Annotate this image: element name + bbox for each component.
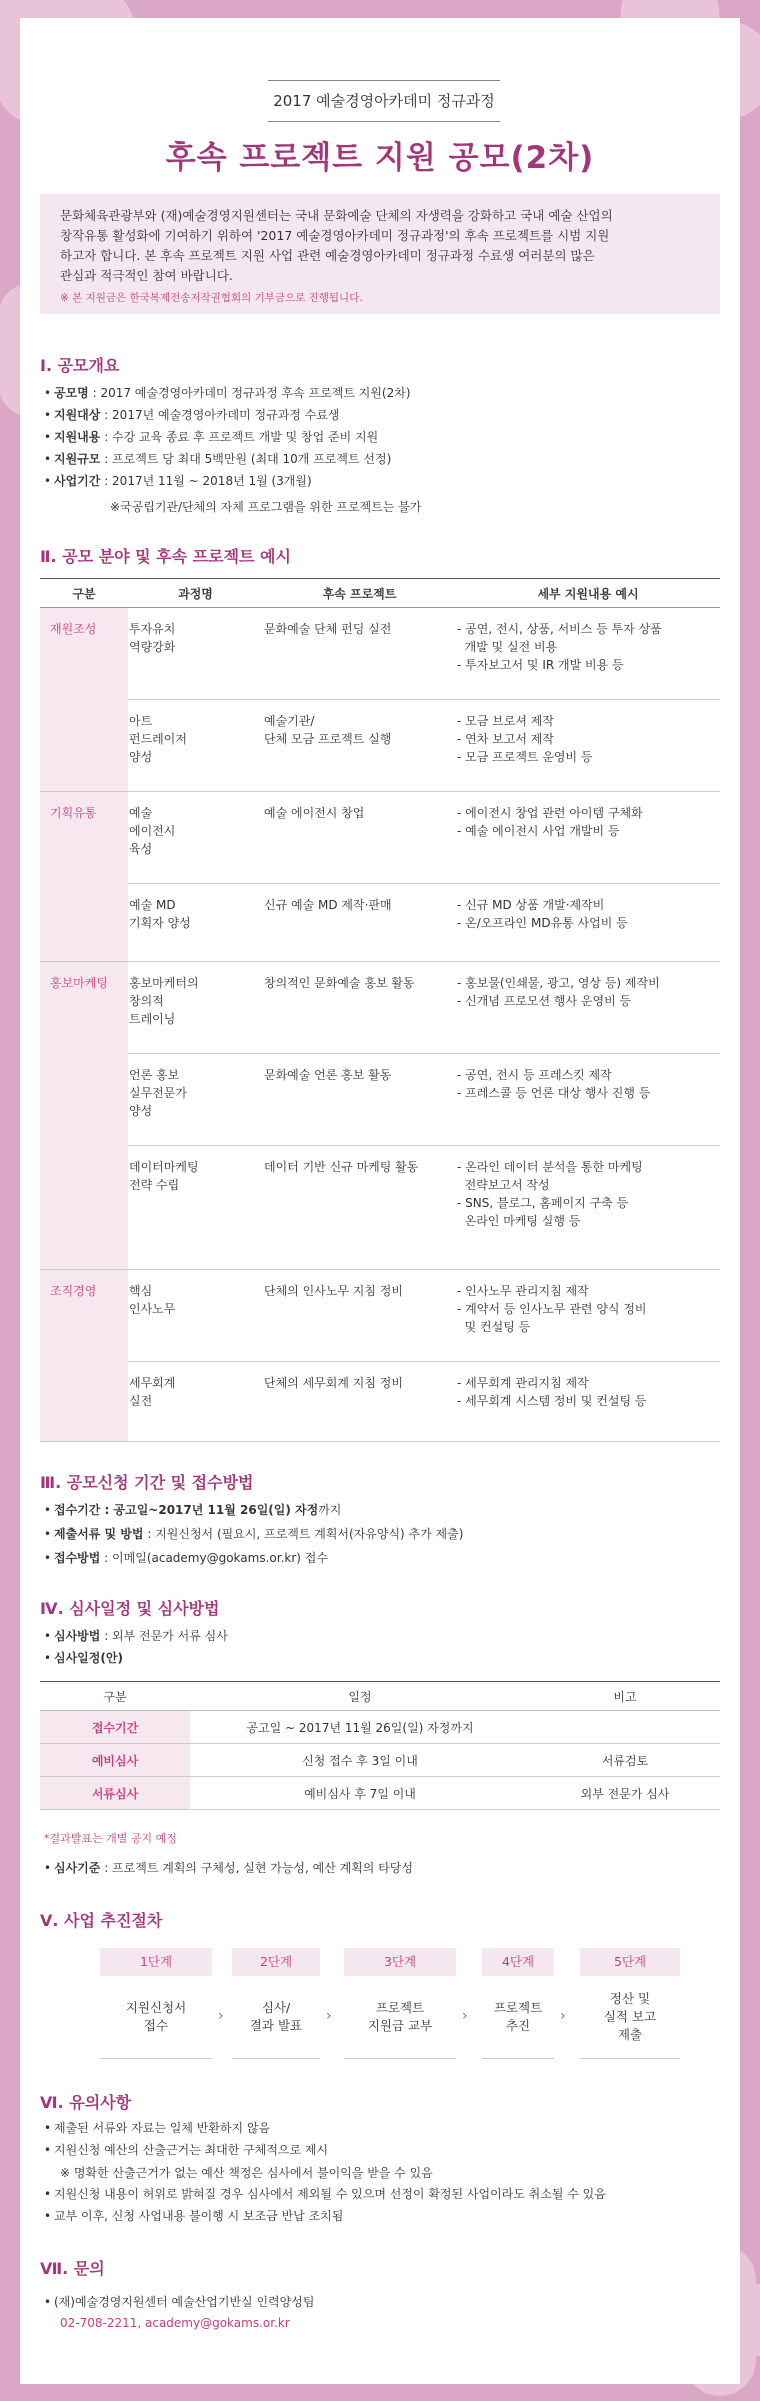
section-title-process: Ⅴ. 사업 추진절차: [40, 1911, 163, 1930]
table-cell: 신청 접수 후 3일 이내: [190, 1744, 530, 1777]
table-header-cell: 구분: [40, 1682, 190, 1711]
step-5-desc: 정산 및 실적 보고 제출: [580, 1976, 680, 2059]
table-cell: 단체의 인사노무 지침 정비: [263, 1270, 456, 1362]
table-cell: 기획유통: [40, 792, 128, 884]
overview-item: • 지원대상 : 2017년 예술경영아카데미 정규과정 수료생: [44, 408, 340, 422]
table-cell: 접수기간: [40, 1711, 190, 1744]
step-4-desc: 프로젝트 추진: [482, 1976, 554, 2059]
table-cell: [40, 884, 128, 962]
table-header-cell: 구분: [40, 579, 128, 608]
table-cell: 문화예술 언론 홍보 활동: [263, 1054, 456, 1146]
table-cell: - 공연, 전시 등 프레스킷 제작 - 프레스콜 등 언론 대상 행사 진행 등: [456, 1054, 720, 1146]
table-header-cell: 비고: [530, 1682, 720, 1711]
table-cell: 예술기관/ 단체 모금 프로젝트 실행: [263, 700, 456, 792]
table-cell: 예비심사: [40, 1744, 190, 1777]
table-cell: 공고일 ~ 2017년 11월 26일(일) 자정까지: [190, 1711, 530, 1744]
table-header-cell: 세부 지원내용 예시: [456, 579, 720, 608]
table-cell: 외부 전문가 심사: [530, 1777, 720, 1810]
table-row: [40, 1054, 720, 1146]
section-title-cautions: Ⅵ. 유의사항: [40, 2093, 132, 2112]
apply-item: • 접수기간 : 공고일~2017년 11월 26일(일) 자정까지: [44, 1503, 342, 1517]
caution-note: ※ 명확한 산출근거가 없는 예산 책정은 심사에서 불이익을 받을 수 있음: [60, 2166, 433, 2180]
project-example-table: [40, 578, 720, 1442]
table-cell: - 인사노무 관리지침 제작 - 계약서 등 인사노무 관련 양식 정비 및 컨설팅 등: [456, 1270, 720, 1362]
table-row: [40, 700, 720, 792]
step-4-label: 4단계: [482, 1948, 554, 1976]
table-row: [40, 962, 720, 1054]
table-row: [40, 1146, 720, 1270]
table-cell: 서류심사: [40, 1777, 190, 1810]
table-row: [40, 608, 720, 700]
review-method: • 심사방법 : 외부 전문가 서류 심사: [44, 1629, 228, 1643]
table-row: [40, 884, 720, 962]
table-cell: 조직경영: [40, 1270, 128, 1362]
intro-note: ※ 본 지원금은 한국복제전송저작권협회의 기부금으로 진행됩니다.: [60, 292, 363, 304]
table-cell: 홍보마케터의 창의적 트레이닝: [128, 962, 263, 1054]
table-cell: - 에이전시 창업 관련 아이템 구체화 - 예술 에이전시 사업 개발비 등: [456, 792, 720, 884]
table-cell: 단체의 세무회계 지침 정비: [263, 1362, 456, 1442]
table-cell: 투자유치 역량강화: [128, 608, 263, 700]
overview-note: ※국공립기관/단체의 자체 프로그램을 위한 프로젝트는 불가: [110, 500, 422, 514]
table-row: [40, 1777, 720, 1810]
section-title-review: Ⅳ. 심사일정 및 심사방법: [40, 1599, 220, 1618]
step-2-desc: 심사/ 결과 발표: [232, 1976, 320, 2059]
overview-item: • 사업기간 : 2017년 11월 ~ 2018년 1월 (3개월): [44, 474, 312, 488]
table-header-row: [40, 579, 720, 608]
table-cell: - 모금 브로셔 제작 - 연차 보고서 제작 - 모금 프로젝트 운영비 등: [456, 700, 720, 792]
step-3-desc: 프로젝트 지원금 교부: [344, 1976, 456, 2059]
table-header-cell: 일정: [190, 1682, 530, 1711]
caution-item: • 지원신청 내용이 허위로 밝혀질 경우 심사에서 제외될 수 있으며 선정이 확정된 사업이라도 취소될 수 있음: [44, 2187, 606, 2201]
intro-line: 문화체육관광부와 (재)예술경영지원센터는 국내 문화예술 단체의 자생력을 강화하고 국내 예술 산업의: [60, 208, 613, 223]
review-schedule-label: • 심사일정(안): [44, 1651, 123, 1665]
table-cell: [40, 1146, 128, 1270]
table-cell: 창의적인 문화예술 홍보 활동: [263, 962, 456, 1054]
caution-item: • 교부 이후, 신청 사업내용 불이행 시 보조금 반납 조치됨: [44, 2209, 344, 2223]
chevron-right-icon: ›: [326, 2008, 332, 2024]
step-1-desc: 지원신청서 접수: [100, 1976, 212, 2059]
table-cell: 서류검토: [530, 1744, 720, 1777]
section-title-fields: Ⅱ. 공모 분야 및 후속 프로젝트 예시: [40, 547, 291, 566]
table-header-cell: 과정명: [128, 579, 263, 608]
table-row: [40, 1744, 720, 1777]
step-1-label: 1단계: [100, 1948, 212, 1976]
review-schedule-table: [40, 1681, 720, 1810]
intro-line: 관심과 적극적인 참여 바랍니다.: [60, 268, 233, 283]
table-cell: [530, 1711, 720, 1744]
table-cell: - 신규 MD 상품 개발·제작비 - 온/오프라인 MD유통 사업비 등: [456, 884, 720, 962]
overview-item: • 공모명 : 2017 예술경영아카데미 정규과정 후속 프로젝트 지원(2차): [44, 386, 411, 400]
caution-item: • 지원신청 예산의 산출근거는 최대한 구체적으로 제시: [44, 2143, 329, 2157]
chevron-right-icon: ›: [560, 2008, 566, 2024]
overview-item: • 지원규모 : 프로젝트 당 최대 5백만원 (최대 10개 프로젝트 선정): [44, 452, 392, 466]
table-cell: - 세무회계 관리지침 제작 - 세무회계 시스템 정비 및 컨설팅 등: [456, 1362, 720, 1442]
table-cell: 예술 에이전시 육성: [128, 792, 263, 884]
table-cell: - 홍보물(인쇄물, 광고, 영상 등) 제작비 - 신개념 프로모션 행사 운영비 등: [456, 962, 720, 1054]
table-cell: [40, 1054, 128, 1146]
intro-line: 하고자 합니다. 본 후속 프로젝트 지원 사업 관련 예술경영아카데미 정규과정 수료생 여러분의 많은: [60, 248, 595, 263]
table-cell: 예술 에이전시 창업: [263, 792, 456, 884]
table-cell: 신규 예술 MD 제작·판매: [263, 884, 456, 962]
contact-org: • (재)예술경영지원센터 예술산업기반실 인력양성팀: [44, 2295, 315, 2309]
intro-box: [40, 194, 720, 314]
table-cell: 아트 펀드레이저 양성: [128, 700, 263, 792]
apply-item: • 제출서류 및 방법 : 지원신청서 (필요시, 프로젝트 계획서(자유양식) 추가 제출): [44, 1527, 464, 1541]
section-title-contact: Ⅶ. 문의: [40, 2259, 105, 2278]
table-cell: 언론 홍보 실무전문가 양성: [128, 1054, 263, 1146]
table-cell: 데이터마케팅 전략 수립: [128, 1146, 263, 1270]
intro-line: 창작유통 활성화에 기여하기 위하여 '2017 예술경영아카데미 정규과정'의 후속 프로젝트를 시범 지원: [60, 228, 610, 243]
table-row: [40, 1362, 720, 1442]
table-cell: - 공연, 전시, 상품, 서비스 등 투자 상품 개발 및 실전 비용 - 투자보고서 및 IR 개발 비용 등: [456, 608, 720, 700]
apply-item: • 접수방법 : 이메일(academy@gokams.or.kr) 접수: [44, 1551, 328, 1565]
table-cell: 데이터 기반 신규 마케팅 활동: [263, 1146, 456, 1270]
table-cell: 재원조성: [40, 608, 128, 700]
table-cell: [40, 700, 128, 792]
chevron-right-icon: ›: [462, 2008, 468, 2024]
table-cell: 예술 MD 기획자 양성: [128, 884, 263, 962]
table-header-row: [40, 1682, 720, 1711]
page-title: 후속 프로젝트 지원 공모(2차): [165, 140, 595, 176]
content-card: [20, 18, 740, 2384]
table-header-cell: 후속 프로젝트: [263, 579, 456, 608]
table-cell: 홍보마케팅: [40, 962, 128, 1054]
step-3-label: 3단계: [344, 1948, 456, 1976]
table-cell: 핵심 인사노무: [128, 1270, 263, 1362]
overview-item: • 지원내용 : 수강 교육 종료 후 프로젝트 개발 및 창업 준비 지원: [44, 430, 379, 444]
table-cell: - 온라인 데이터 분석을 통한 마케팅 전략보고서 작성 - SNS, 블로그, 홈페이지 구축 등 온라인 마케팅 실행 등: [456, 1146, 720, 1270]
table-cell: [40, 1362, 128, 1442]
table-row: [40, 1270, 720, 1362]
caution-item: • 제출된 서류와 자료는 일체 반환하지 않음: [44, 2121, 271, 2135]
review-criteria: • 심사기준 : 프로젝트 계획의 구체성, 실현 가능성, 예산 계획의 타당성: [44, 1861, 413, 1875]
step-5-label: 5단계: [580, 1948, 680, 1976]
table-cell: 예비심사 후 7일 이내: [190, 1777, 530, 1810]
step-2-label: 2단계: [232, 1948, 320, 1976]
section-title-overview: Ⅰ. 공모개요: [40, 356, 120, 375]
table-row: [40, 792, 720, 884]
table-cell: 세무회계 실전: [128, 1362, 263, 1442]
table-cell: 문화예술 단체 펀딩 실전: [263, 608, 456, 700]
contact-info[interactable]: 02-708-2211, academy@gokams.or.kr: [60, 2316, 290, 2330]
result-notice: *결과발표는 개별 공지 예정: [44, 1832, 177, 1845]
section-title-application: Ⅲ. 공모신청 기간 및 접수방법: [40, 1473, 254, 1492]
program-subtitle: 2017 예술경영아카데미 정규과정: [268, 80, 500, 122]
chevron-right-icon: ›: [218, 2008, 224, 2024]
table-row: [40, 1711, 720, 1744]
